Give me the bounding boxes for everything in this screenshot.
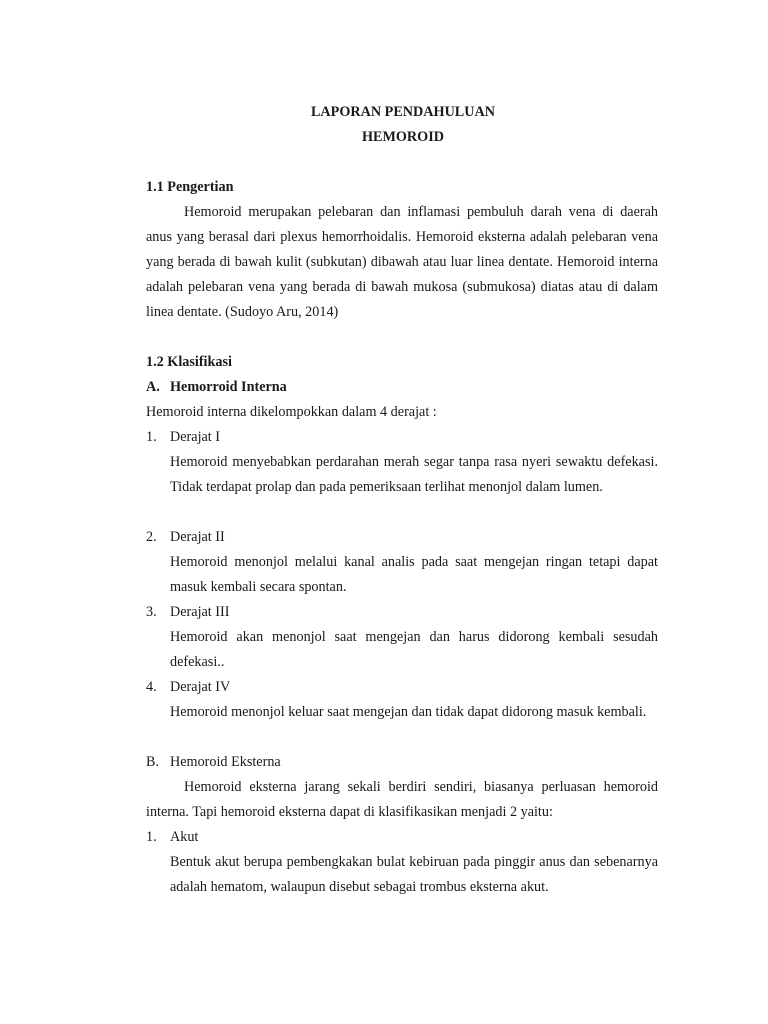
list-number: 2.	[146, 529, 157, 545]
list-item-description: Hemoroid menonjol keluar saat mengejan dan tidak dapat didorong masuk kembali.	[170, 704, 647, 720]
list-number: 3.	[146, 604, 157, 620]
list-item-title: Derajat I	[170, 429, 221, 445]
list-item-title: Derajat II	[170, 529, 225, 545]
list-item-description: Hemoroid akan menonjol saat mengejan dan harus didorong kembali sesudah defekasi..	[170, 629, 658, 670]
subheading-title: Hemorroid Interna	[170, 379, 287, 395]
subheading-hemorroid-interna	[146, 375, 287, 400]
list-item-title: Akut	[170, 829, 199, 845]
list-number: 1.	[146, 829, 157, 845]
list-item-description: Hemoroid menyebabkan perdarahan merah segar tanpa rasa nyeri sewaktu defekasi. Tidak terdapat prolap dan pada pemeriksaan terlihat menonjol dalam lumen.	[170, 454, 658, 495]
list-number: 1.	[146, 429, 157, 445]
paragraph-eksterna: Hemoroid eksterna jarang sekali berdiri sendiri, biasanya perluasan hemoroid interna. Tapi hemoroid eksterna dapat di klasifikasikan menjadi 2 yaitu:	[146, 779, 658, 820]
list-item-description: Bentuk akut berupa pembengkakan bulat kebiruan pada pinggir anus dan sebenarnya adalah hematom, walaupun disebut sebagai trombus eksterna akut.	[170, 854, 658, 895]
section-heading-klasifikasi: 1.2 Klasifikasi	[146, 354, 232, 370]
document-title-line2: HEMOROID	[362, 129, 444, 145]
section-heading-pengertian: 1.1 Pengertian	[146, 179, 234, 195]
subheading-title: Hemoroid Eksterna	[170, 754, 281, 770]
subheading-letter: A.	[146, 379, 160, 395]
list-item-title: Derajat IV	[170, 679, 231, 695]
interna-intro: Hemoroid interna dikelompokkan dalam 4 derajat :	[146, 404, 437, 420]
subheading-letter: B.	[146, 754, 160, 770]
paragraph-pengertian: Hemoroid merupakan pelebaran dan inflamasi pembuluh darah vena di daerah anus yang berasal dari plexus hemorrhoidalis. Hemoroid eksterna adalah pelebaran vena yang berada di bawah kulit (subkutan) dibawah atau luar linea dentate. Hemoroid interna adalah pelebaran vena yang berada di bawah mukosa (submukosa) diatas atau di dalam linea dentate. (Sudoyo Aru, 2014)	[146, 204, 658, 320]
list-number: 4.	[146, 679, 157, 695]
subheading-hemoroid-eksterna	[146, 750, 281, 775]
list-item-description: Hemoroid menonjol melalui kanal analis pada saat mengejan ringan tetapi dapat masuk kembali secara spontan.	[170, 554, 658, 595]
document-title-line1: LAPORAN PENDAHULUAN	[310, 104, 496, 120]
list-item-title: Derajat III	[170, 604, 230, 620]
